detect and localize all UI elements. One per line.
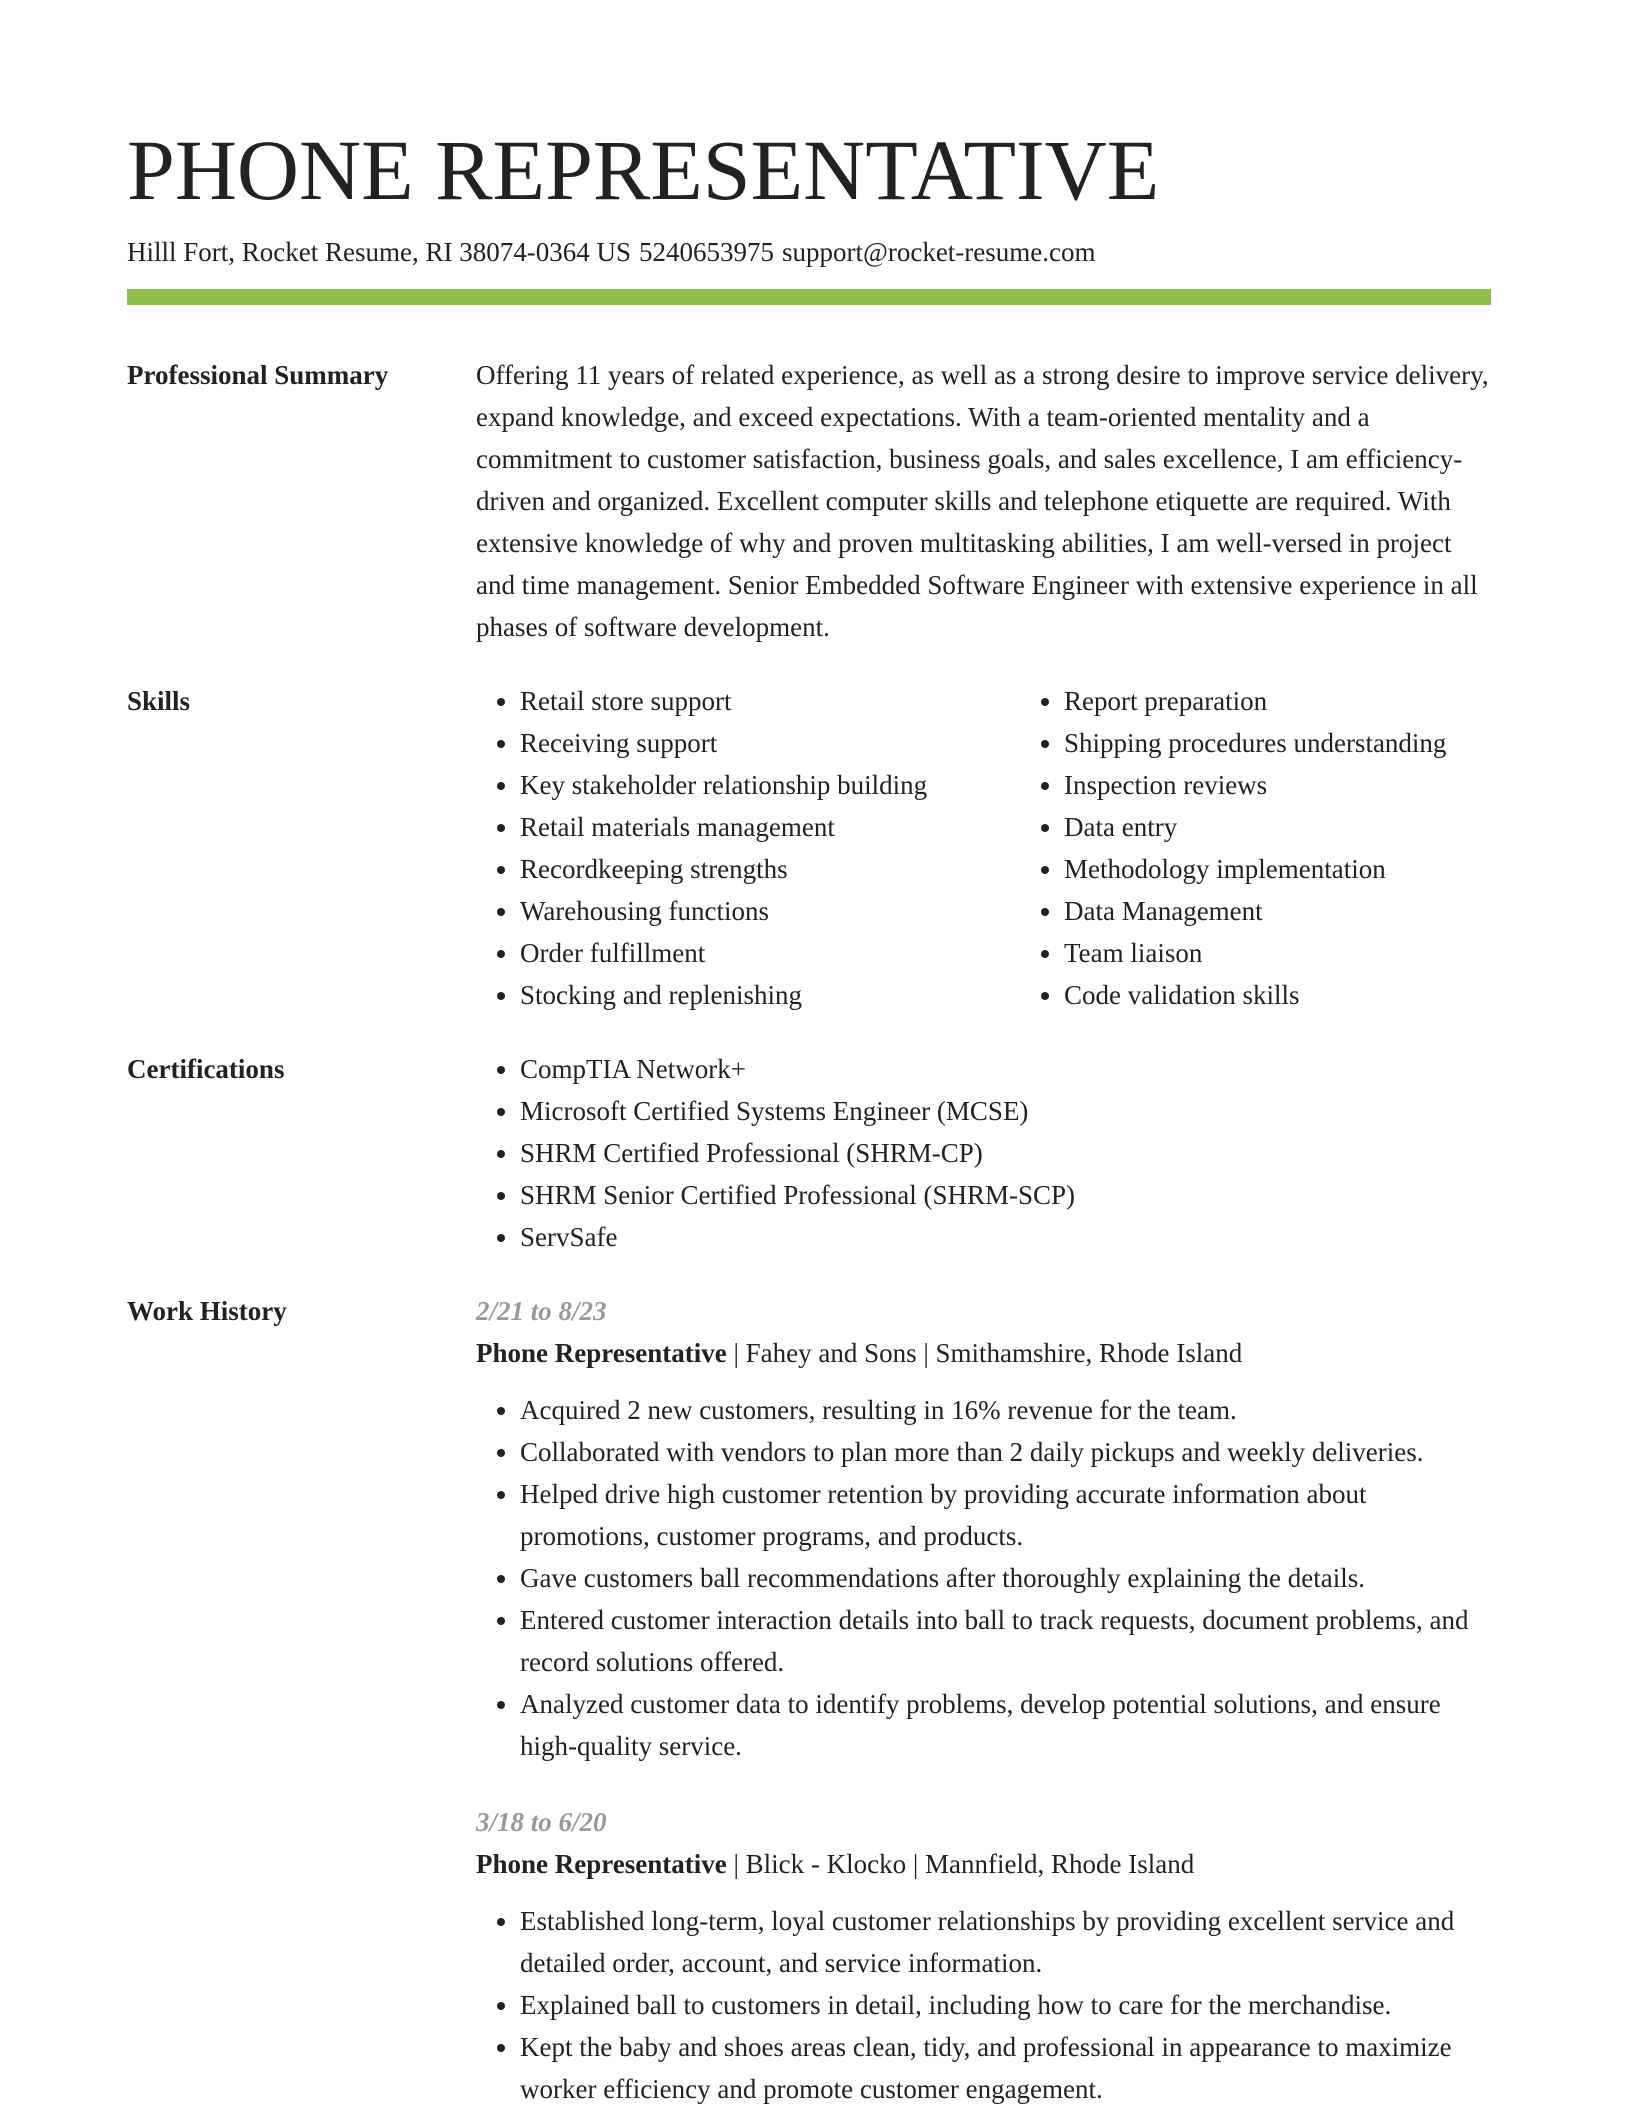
summary-text: Offering 11 years of related experience, as well as a strong desire to improve service delivery, expand knowledge, and exceed expectations. With a team-oriented mentality and a commitment to customer satisfaction, business goals, and sales excellence, I am efficiency-driven and organized. Excellent computer skills and telephone etiquette are required. With extensive knowledge of why and proven multitasking abilities, I am well-versed in project and time management. Senior Embedded Software Engineer with extensive experience in all phases of software development.	[476, 360, 1489, 642]
job-bullets	[476, 1389, 1491, 1767]
job-heading	[476, 1332, 1491, 1374]
certifications-body	[476, 1048, 1491, 1258]
job-entry	[476, 1290, 1491, 1767]
section-work-history	[127, 1290, 1491, 2110]
job-bullet: • Collaborated with vendors to plan more than 2 daily pickups and weekly deliveries.	[520, 1431, 1491, 1473]
skill-item: • Report preparation	[1064, 680, 1564, 722]
job-title: Phone Representative	[476, 1338, 727, 1368]
job-bullet: • Analyzed customer data to identify problems, develop potential solutions, and ensure high-quality service.	[520, 1683, 1491, 1767]
section-skills	[127, 680, 1491, 1016]
job-bullet: • Kept the baby and shoes areas clean, tidy, and professional in appearance to maximize worker efficiency and promote customer engagement.	[520, 2026, 1491, 2110]
job-bullet: • Acquired 2 new customers, resulting in 16% revenue for the team.	[520, 1389, 1491, 1431]
section-title-skills: Skills	[127, 686, 191, 716]
skills-column-left	[476, 680, 1020, 1016]
skill-item: • Retail materials management	[520, 806, 1020, 848]
job-bullet: • Gave customers ball recommendations after thoroughly explaining the details.	[520, 1557, 1491, 1599]
skill-item: • Team liaison	[1064, 932, 1564, 974]
skill-item: • Stocking and replenishing	[520, 974, 1020, 1016]
job-title: Phone Representative	[476, 1849, 727, 1879]
skill-item: • Data entry	[1064, 806, 1564, 848]
skill-item: • Recordkeeping strengths	[520, 848, 1020, 890]
certification-item: • Microsoft Certified Systems Engineer (MCSE)	[520, 1090, 1491, 1132]
contact-email: support@rocket-resume.com	[781, 237, 1096, 267]
contact-phone: 5240653975	[638, 237, 774, 267]
skill-item: • Receiving support	[520, 722, 1020, 764]
skill-item: • Code validation skills	[1064, 974, 1564, 1016]
skill-item: • Methodology implementation	[1064, 848, 1564, 890]
skill-item: • Retail store support	[520, 680, 1020, 722]
skill-item: • Order fulfillment	[520, 932, 1020, 974]
section-title-summary: Professional Summary	[127, 360, 389, 390]
job-employer-location: | Fahey and Sons | Smithamshire, Rhode Island	[726, 1338, 1243, 1368]
job-bullet: • Helped drive high customer retention by providing accurate information about promotions, customer programs, and products.	[520, 1473, 1491, 1557]
job-dates: 3/18 to 6/20	[476, 1807, 607, 1837]
skill-item: • Warehousing functions	[520, 890, 1020, 932]
resume-page	[127, 118, 1491, 2110]
certification-item: • SHRM Certified Professional (SHRM-CP)	[520, 1132, 1491, 1174]
contact-line	[127, 234, 1491, 270]
skill-item: • Data Management	[1064, 890, 1564, 932]
certifications-list	[476, 1048, 1491, 1258]
job-heading	[476, 1843, 1491, 1885]
job-bullets	[476, 1900, 1491, 2110]
skill-item: • Key stakeholder relationship building	[520, 764, 1020, 806]
job-bullet: • Entered customer interaction details into ball to track requests, document problems, and record solutions offered.	[520, 1599, 1491, 1683]
skill-item: • Inspection reviews	[1064, 764, 1564, 806]
skills-list	[476, 680, 1564, 1016]
skill-item: • Shipping procedures understanding	[1064, 722, 1564, 764]
section-title-work-history: Work History	[127, 1296, 287, 1326]
job-bullet: • Established long-term, loyal customer relationships by providing excellent service and detailed order, account, and service information.	[520, 1900, 1491, 1984]
skills-column-right	[1020, 680, 1564, 1016]
certification-item: • CompTIA Network+	[520, 1048, 1491, 1090]
certification-item: • ServSafe	[520, 1216, 1491, 1258]
candidate-name: PHONE REPRESENTATIVE	[127, 122, 1160, 218]
certification-item: • SHRM Senior Certified Professional (SHRM-SCP)	[520, 1174, 1491, 1216]
work-history-body	[476, 1290, 1491, 2110]
header-divider	[127, 289, 1491, 305]
job-entry	[476, 1801, 1491, 2110]
section-certifications	[127, 1048, 1491, 1258]
section-summary	[127, 354, 1491, 648]
job-bullet: • Explained ball to customers in detail, including how to care for the merchandise.	[520, 1984, 1491, 2026]
section-title-certifications: Certifications	[127, 1054, 285, 1084]
job-dates: 2/21 to 8/23	[476, 1296, 607, 1326]
job-employer-location: | Blick - Klocko | Mannfield, Rhode Island	[726, 1849, 1195, 1879]
contact-address: Hilll Fort, Rocket Resume, RI 38074-0364 US	[127, 237, 631, 267]
